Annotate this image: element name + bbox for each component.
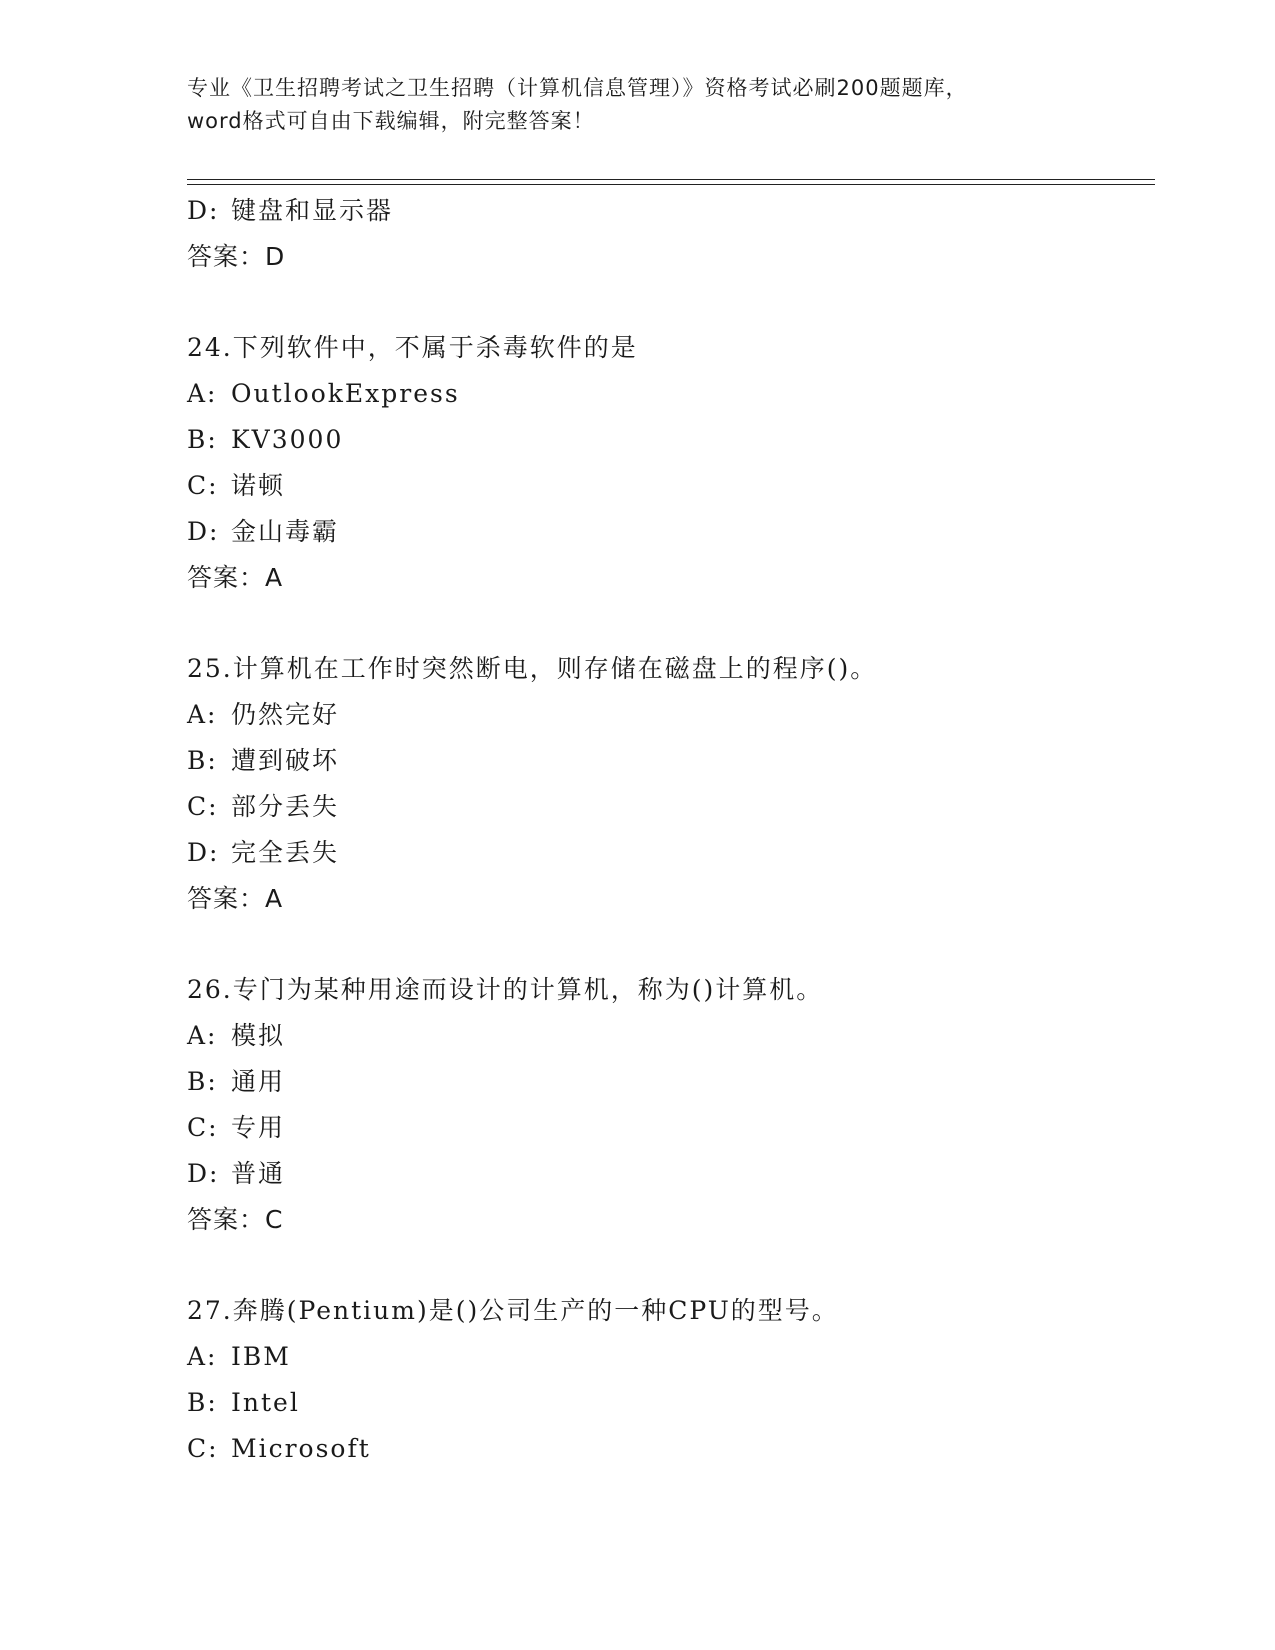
header-line-2: word格式可自由下载编辑，附完整答案！: [187, 109, 595, 133]
option-b: B: 遭到破坏: [187, 746, 340, 775]
answer: 答案：D: [187, 242, 286, 271]
option-c: C: 诺顿: [187, 471, 286, 500]
option-d: D: 金山毒霸: [187, 517, 340, 546]
option-a: A: OutlookExpress: [187, 379, 460, 408]
option-d: D: 完全丢失: [187, 838, 340, 867]
question-stem: 24.下列软件中，不属于杀毒软件的是: [187, 333, 638, 362]
option-c: C: 部分丢失: [187, 792, 340, 821]
option-c: C: Microsoft: [187, 1434, 371, 1463]
question-stem: 25.计算机在工作时突然断电，则存储在磁盘上的程序()。: [187, 654, 878, 683]
answer: 答案：A: [187, 884, 284, 913]
option-b: B: KV3000: [187, 425, 344, 454]
option-a: A: IBM: [187, 1342, 291, 1371]
option-d: D: 键盘和显示器: [187, 196, 394, 225]
option-c: C: 专用: [187, 1113, 286, 1142]
option-b: B: Intel: [187, 1388, 300, 1417]
question-stem: 26.专门为某种用途而设计的计算机，称为()计算机。: [187, 975, 824, 1004]
option-d: D: 普通: [187, 1159, 286, 1188]
answer: 答案：C: [187, 1205, 284, 1234]
header-rule-bottom: [187, 184, 1155, 185]
answer: 答案：A: [187, 563, 284, 592]
question-stem: 27.奔腾(Pentium)是()公司生产的一种CPU的型号。: [187, 1296, 839, 1325]
option-b: B: 通用: [187, 1067, 286, 1096]
header-rule-top: [187, 179, 1155, 180]
option-a: A: 模拟: [187, 1021, 286, 1050]
option-a: A: 仍然完好: [187, 700, 340, 729]
document-header: [187, 72, 1087, 138]
question-list: [187, 188, 1147, 1472]
header-line-1: 专业《卫生招聘考试之卫生招聘（计算机信息管理）》资格考试必刷200题题库，: [187, 76, 968, 100]
